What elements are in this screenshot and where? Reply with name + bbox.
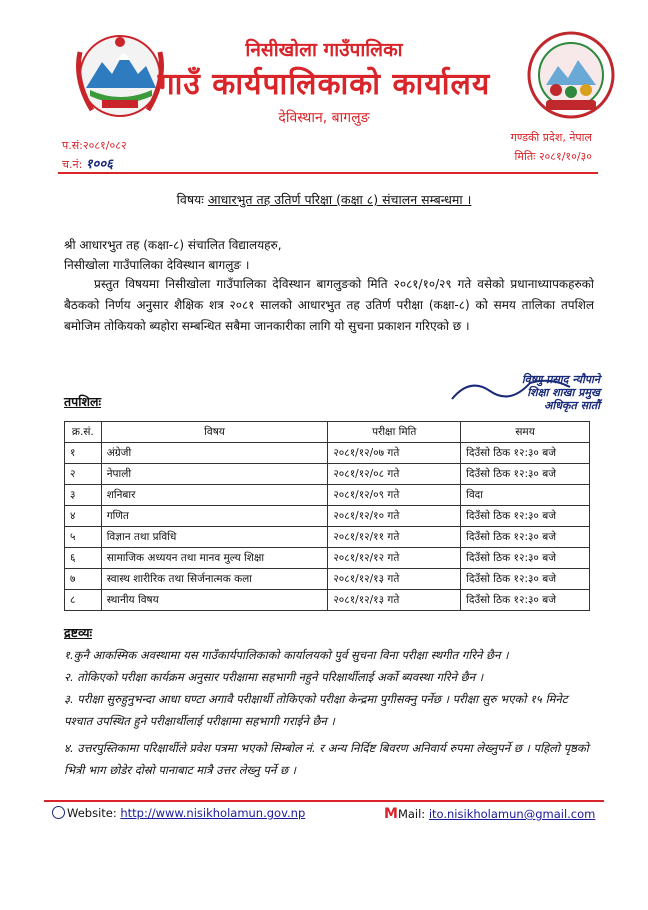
cell-subject: अंग्रेजी	[101, 443, 328, 464]
footer-divider	[44, 800, 604, 802]
cell-time: दिउँसो ठिक १२:३० बजे	[461, 464, 590, 485]
table-row	[65, 569, 590, 590]
col-header-subject: विषय	[101, 422, 328, 443]
footer-mail: MMail: ito.nisikholamun@gmail.com	[384, 806, 596, 822]
mail-link[interactable]: ito.nisikholamun@gmail.com	[428, 807, 596, 821]
body-paragraph: प्रस्तुत विषयमा निसीखोला गाउँपालिका देविस्थान बागलुङको मिति २०८१/१०/२९ गते वसेको प्रधानाध्यापकहरुको बैठकको निर्णय अनुसार शैक्षिक शत्र २०८१ सालको आधारभुत तह उतिर्ण परीक्षा (कक्षा-८) को समय तालिका तपशिल बमोजिम तोकियको ब्यहोरा सम्बन्धित सबैमा जानकारीका लागि यो सुचना प्रकाशन गरिएको छ ।	[64, 277, 594, 333]
table-row	[65, 527, 590, 548]
cell-serial: १	[65, 443, 102, 464]
cell-time: दिउँसो ठिक १२:३० बजे	[461, 548, 590, 569]
signature-block	[450, 373, 600, 412]
office-location: देविस्थान, बागलुङ	[278, 110, 370, 126]
signature-rank: अधिकृत सातौं	[544, 399, 600, 412]
cell-subject: विज्ञान तथा प्रविधि	[101, 527, 328, 548]
subject-label: विषयः	[176, 192, 204, 207]
table-row	[65, 464, 590, 485]
website-link[interactable]: http://www.nisikholamun.gov.np	[120, 806, 306, 820]
address-line-2: निसीखोला गाउँपालिका देविस्थान बागलुङ ।	[64, 258, 250, 272]
notes-heading: द्रष्टव्यः	[64, 625, 92, 640]
cell-serial: ३	[65, 485, 102, 506]
date-block	[460, 128, 592, 166]
office-name: गाउँ कार्यपालिकाको कार्यालय	[157, 67, 491, 102]
note-item-2: २. तोकिएको परीक्षा कार्यक्रम अनुसार परीक्षामा सहभागी नहुने परिक्षार्थीलाई अर्को ब्यवस्था गरिने छैन ।	[64, 670, 484, 684]
cell-subject: गणित	[101, 506, 328, 527]
cell-serial: ८	[65, 590, 102, 611]
subject-line	[0, 191, 648, 208]
signature-name: विष्णु प्रसाद न्यौपाने	[521, 373, 600, 386]
footer-website: Website: http://www.nisikholamun.gov.np	[52, 806, 305, 820]
col-header-date: परीक्षा मिति	[328, 422, 461, 443]
details-heading: तपशिलः	[64, 394, 101, 409]
cell-date: २०८१/१२/११ गते	[328, 527, 461, 548]
cell-time: दिउँसो ठिक १२:३० बजे	[461, 590, 590, 611]
cell-subject: सामाजिक अध्ययन तथा मानव मुल्य शिक्षा	[101, 548, 328, 569]
cell-time: दिउँसो ठिक १२:३० बजे	[461, 443, 590, 464]
cell-subject: स्वास्थ शारीरिक तथा सिर्जनात्मक कला	[101, 569, 328, 590]
signature-title: शिक्षा शाखा प्रमुख	[527, 386, 600, 399]
cell-date: २०८१/१२/१३ गते	[328, 569, 461, 590]
table-header-row	[65, 422, 590, 443]
header-divider	[58, 172, 598, 174]
dispatch-number: च.नं: १००६	[62, 157, 113, 172]
province-label: गण्डकी प्रदेश, नेपाल	[510, 131, 592, 144]
cell-serial: ५	[65, 527, 102, 548]
table-row	[65, 590, 590, 611]
cell-serial: ७	[65, 569, 102, 590]
cell-serial: २	[65, 464, 102, 485]
cell-subject: शनिबार	[101, 485, 328, 506]
cell-subject: स्थानीय विषय	[101, 590, 328, 611]
address-line-1: श्री आधारभुत तह (कक्षा-८) संचालित विद्यालयहरु,	[64, 238, 282, 252]
table-row	[65, 506, 590, 527]
table-row	[65, 443, 590, 464]
note-item-1: १.कुनै आकस्मिक अवस्थामा यस गाउँकार्यपालिकाको कार्यालयको पुर्व सुचना विना परीक्षा स्थगीत गरिने छैन ।	[64, 648, 509, 662]
reference-block	[62, 136, 127, 174]
note-item-3: ३. परीक्षा सुरुहुनुभन्दा आधा घण्टा अगावै परीक्षार्थी तोकिएको परीक्षा केन्द्रमा पुगीसक्नु पर्नेछ । परीक्षा सुरु भएको १५ मिनेट पश्चात उपस्थित हुने परीक्षार्थीलाई परीक्षामा सहभागी गराईने छैन ।	[64, 692, 568, 728]
table-row	[65, 485, 590, 506]
subject-text: आधारभुत तह उतिर्ण परिक्षा (कक्षा ८) संचालन सम्बन्धमा ।	[207, 192, 472, 207]
municipality-name: निसीखोला गाउँपालिका	[245, 39, 403, 61]
mail-icon: M	[384, 806, 398, 822]
col-header-serial: क्र.सं.	[65, 422, 102, 443]
letter-date: मितिः २०८१/१०/३०	[514, 150, 592, 163]
col-header-time: समय	[461, 422, 590, 443]
cell-date: २०८१/१२/१३ गते	[328, 590, 461, 611]
ref-number: प.सं:२०८१/०८२	[62, 139, 127, 152]
cell-date: २०८१/१२/०८ गते	[328, 464, 461, 485]
cell-date: २०८१/१२/१२ गते	[328, 548, 461, 569]
cell-date: २०८१/१२/१० गते	[328, 506, 461, 527]
exam-schedule-table	[64, 421, 590, 611]
note-item-4: ४. उत्तरपुस्तिकामा परिक्षार्थीले प्रवेश पत्रमा भएको सिम्बोल नं. र अन्य निर्दिष्ट बिवरण अनिवार्य रुपमा लेख्नुपर्ने छ । पहिलो पृष्ठको भित्री भाग छोडेर दोस्रो पानाबाट मात्रै उत्तर लेख्नु पर्ने छ ।	[64, 741, 589, 777]
cell-date: २०८१/१२/०७ गते	[328, 443, 461, 464]
cell-date: २०८१/१२/०९ गते	[328, 485, 461, 506]
cell-subject: नेपाली	[101, 464, 328, 485]
cell-time: दिउँसो ठिक १२:३० बजे	[461, 506, 590, 527]
cell-time: विदा	[461, 485, 590, 506]
cell-time: दिउँसो ठिक १२:३० बजे	[461, 569, 590, 590]
cell-time: दिउँसो ठिक १२:३० बजे	[461, 527, 590, 548]
cell-serial: ६	[65, 548, 102, 569]
cell-serial: ४	[65, 506, 102, 527]
table-row	[65, 548, 590, 569]
globe-icon	[52, 806, 65, 819]
